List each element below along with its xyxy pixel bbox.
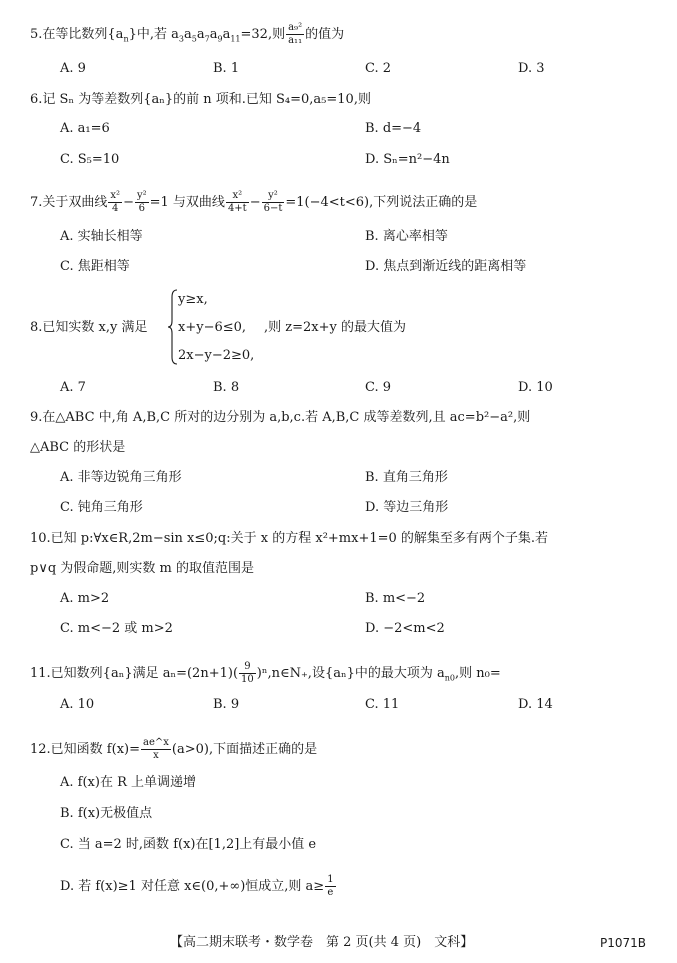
question-10-stem-line1: 10.已知 p:∀x∈R,2m−sin x≤0;q:关于 x 的方程 x²+mx+1=0 的解集至多有两个子集.若 [30, 531, 549, 546]
question-9-stem-line1: 9.在△ABC 中,角 A,B,C 所对的边分别为 a,b,c.若 A,B,C 成等差数列,且 ac=b²−a²,则 [30, 410, 531, 425]
question-8-option-b: B. 8 [213, 380, 240, 395]
fraction: $\frac{\text{y²}}{6-t}$ [263, 190, 283, 214]
question-10-option-c: C. m<−2 或 m>2 [60, 621, 173, 636]
question-6-stem: 6.记 Sₙ 为等差数列{aₙ}的前 n 项和.已知 S₄=0,a₅=10,则 [30, 92, 371, 107]
page-footer: 【高二期末联考・数学卷 第 2 页(共 4 页) 文科】 [170, 935, 474, 950]
question-9-option-c: C. 钝角三角形 [60, 500, 143, 515]
question-5-option-b: B. 1 [213, 61, 240, 76]
question-5-option-a: A. 9 [60, 61, 86, 76]
fraction: $\frac{\text{a₉²}}{\text{a₁₁}}$ [288, 22, 303, 46]
question-12-stem: 12.已知函数 f(x)= $\frac{ae\^{}x}{x}$ (a>0),下面描述正确的是 [30, 737, 318, 761]
fraction: $\frac{ae\^{}x}{x}$ [143, 737, 169, 761]
question-9-option-b: B. 直角三角形 [365, 470, 448, 485]
question-7-option-c: C. 焦距相等 [60, 259, 130, 274]
question-9-stem-line2: △ABC 的形状是 [30, 440, 126, 455]
question-10-option-b: B. m<−2 [365, 591, 426, 606]
question-8-stem-right: ,则 z=2x+y 的最大值为 [264, 320, 406, 335]
question-12-option-b: B. f(x)无极值点 [60, 806, 153, 821]
question-10-stem-line2: p∨q 为假命题,则实数 m 的取值范围是 [30, 561, 255, 576]
question-12-option-d: D. 若 f(x)≥1 对任意 x∈(0,+∞)恒成立,则 a≥ $\frac{1}{e}$ [60, 874, 334, 898]
system-inequality-1: y≥x, [178, 292, 208, 307]
question-11-option-b: B. 9 [213, 697, 240, 712]
question-11-option-d: D. 14 [518, 697, 553, 712]
question-7-option-a: A. 实轴长相等 [60, 229, 143, 244]
question-5-stem: 5.在等比数列$\{a_n\}$中,若 $a_3a_5a_7a_9a_{11}=32$,则 $\frac{\text{a₉²}}{\text{a₁₁}}$ 的值为 [30, 22, 345, 46]
question-5-option-d: D. 3 [518, 61, 545, 76]
question-5-option-c: C. 2 [365, 61, 392, 76]
fraction: $\frac{\text{x²}}{4}$ [110, 190, 121, 214]
fraction: $\frac{1}{e}$ [327, 874, 334, 898]
question-11-option-c: C. 11 [365, 697, 400, 712]
question-6-option-c: C. S₅=10 [60, 152, 120, 167]
question-6-option-d: D. Sₙ=n²−4n [365, 152, 450, 167]
question-12-option-a: A. f(x)在 R 上单调递增 [60, 775, 196, 790]
question-11-option-a: A. 10 [60, 697, 95, 712]
system-inequality-3: 2x−y−2≥0, [178, 348, 255, 363]
question-7-option-d: D. 焦点到渐近线的距离相等 [365, 259, 527, 274]
question-6-option-a: A. a₁=6 [60, 121, 110, 136]
question-10-option-d: D. −2<m<2 [365, 621, 445, 636]
fraction: $\frac{9}{10}$ [241, 661, 254, 685]
question-9-option-a: A. 非等边锐角三角形 [60, 470, 182, 485]
question-8-option-d: D. 10 [518, 380, 553, 395]
question-7-option-b: B. 离心率相等 [365, 229, 448, 244]
system-inequality-2: x+y−6≤0, [178, 320, 247, 335]
fraction: $\frac{\text{x²}}{4+t}$ [227, 190, 247, 214]
fraction: $\frac{\text{y²}}{6}$ [136, 190, 147, 214]
exam-code: P1071B [600, 936, 647, 950]
question-7-stem: 7.关于双曲线 $\frac{\text{x²}}{4}$ − $\frac{\text{y²}}{6}$ =1 与双曲线 $\frac{\text{x²}}{4+t}$ − $\frac{\text{y²}}{6-t}$ =1(−4<t<6),下列说法正确的是 [30, 190, 478, 214]
question-9-option-d: D. 等边三角形 [365, 500, 449, 515]
question-8-option-a: A. 7 [60, 380, 86, 395]
question-6-option-b: B. d=−4 [365, 121, 422, 136]
question-11-stem: 11.已知数列{aₙ}满足 aₙ=(2n+1)( $\frac{9}{10}$ )ⁿ,n∈N₊,设{aₙ}中的最大项为 $a_{n0}$,则 n₀= [30, 661, 501, 685]
question-10-option-a: A. m>2 [60, 591, 110, 606]
question-8-stem-left: 8.已知实数 x,y 满足 [30, 320, 148, 335]
question-12-option-c: C. 当 a=2 时,函数 f(x)在[1,2]上有最小值 e [60, 837, 317, 852]
question-8-option-c: C. 9 [365, 380, 392, 395]
